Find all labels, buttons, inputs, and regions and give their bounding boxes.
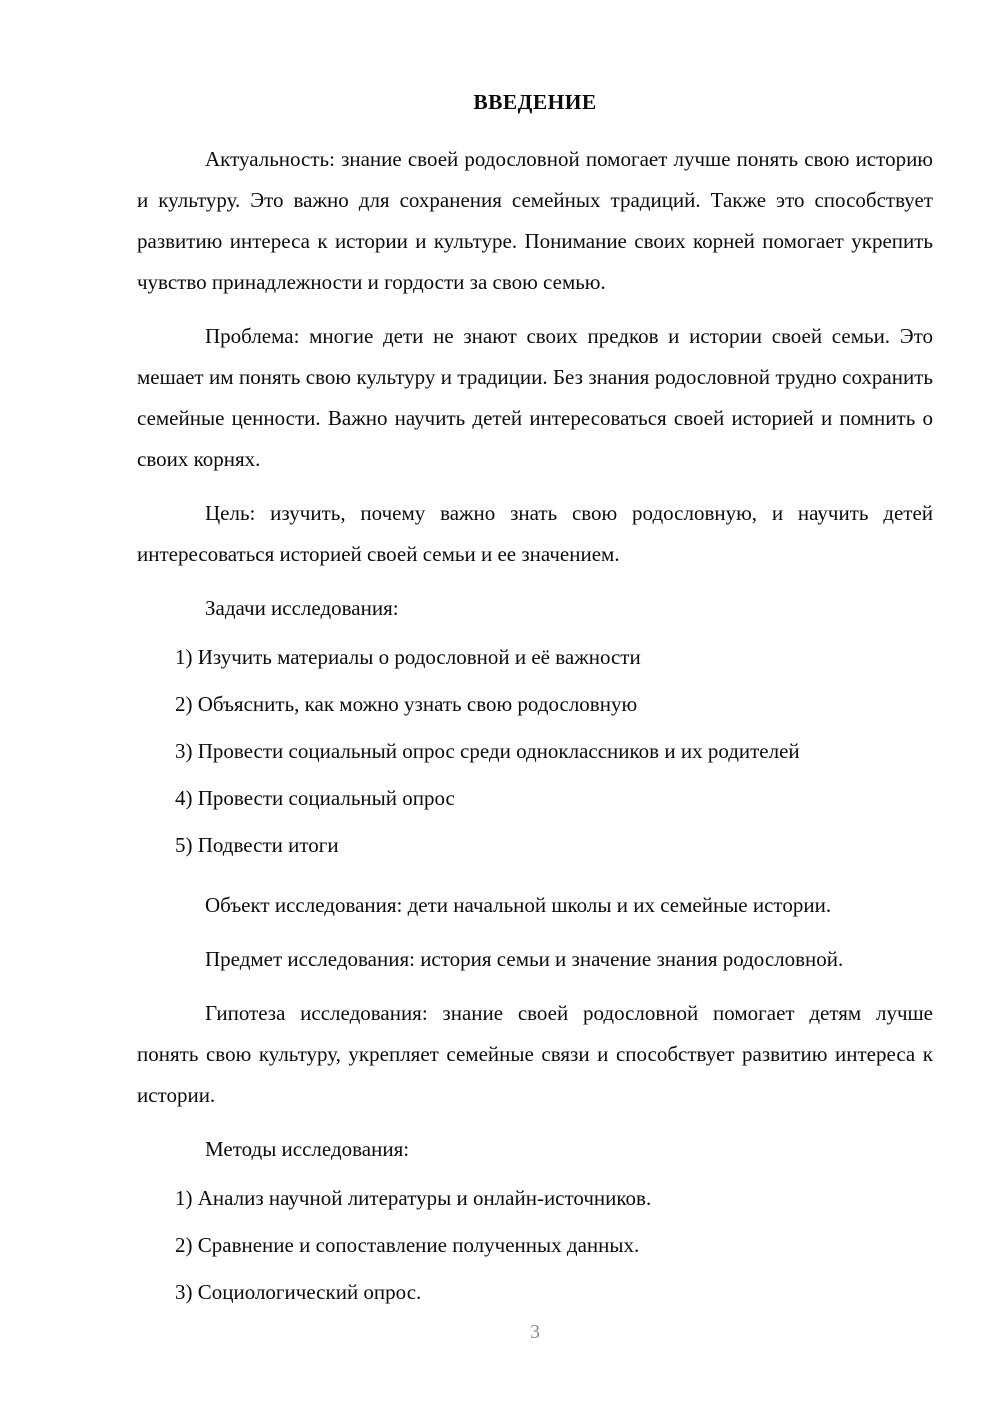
list-item: 3) Социологический опрос. — [175, 1280, 422, 1305]
paragraph-hypothesis: Гипотеза исследования: знание своей родословной помогает детям лучше понять свою культуру, укрепляет семейные связи и способствует развитию интереса к истории. — [137, 1001, 933, 1108]
spacer — [137, 877, 933, 885]
list-item: 2) Сравнение и сопоставление полученных данных. — [175, 1233, 640, 1258]
paragraph-problem: Проблема: многие дети не знают своих предков и истории своей семьи. Это мешает им понять свою культуру и традиции. Без знания родословной трудно сохранить семейные ценности. Важно научить детей интересоваться своей историей и помнить о своих корнях. — [137, 324, 933, 472]
methods-list — [137, 1178, 933, 1313]
tasks-label: Задачи исследования: — [205, 596, 399, 621]
list-item: 3) Провести социальный опрос среди одноклассников и их родителей — [175, 739, 800, 764]
paragraph-goal: Цель: изучить, почему важно знать свою родословную, и научить детей интересоваться историей своей семьи и ее значением. — [137, 501, 933, 567]
methods-label: Методы исследования: — [205, 1137, 410, 1162]
tasks-list — [137, 637, 933, 866]
page-content — [137, 88, 933, 1324]
page-title: ВВЕДЕНИЕ — [473, 90, 597, 114]
paragraph-relevance: Актуальность: знание своей родословной помогает лучше понять свою историю и культуру. Это важно для сохранения семейных традиций. Также это способствует развитию интереса к истории и культуре. Понимание своих корней помогает укрепить чувство принадлежности и гордости за свою семью. — [137, 147, 933, 295]
paragraph-subject: Предмет исследования: история семьи и значение знания родословной. — [205, 947, 844, 972]
list-item: 2) Объяснить, как можно узнать свою родословную — [175, 692, 638, 717]
paragraph-object: Объект исследования: дети начальной школы и их семейные истории. — [205, 893, 832, 918]
list-item: 1) Анализ научной литературы и онлайн-источников. — [175, 1186, 652, 1211]
list-item: 4) Провести социальный опрос — [175, 786, 455, 811]
page-number: 3 — [530, 1321, 540, 1343]
list-item: 1) Изучить материалы о родословной и её важности — [175, 645, 641, 670]
list-item: 5) Подвести итоги — [175, 833, 339, 858]
